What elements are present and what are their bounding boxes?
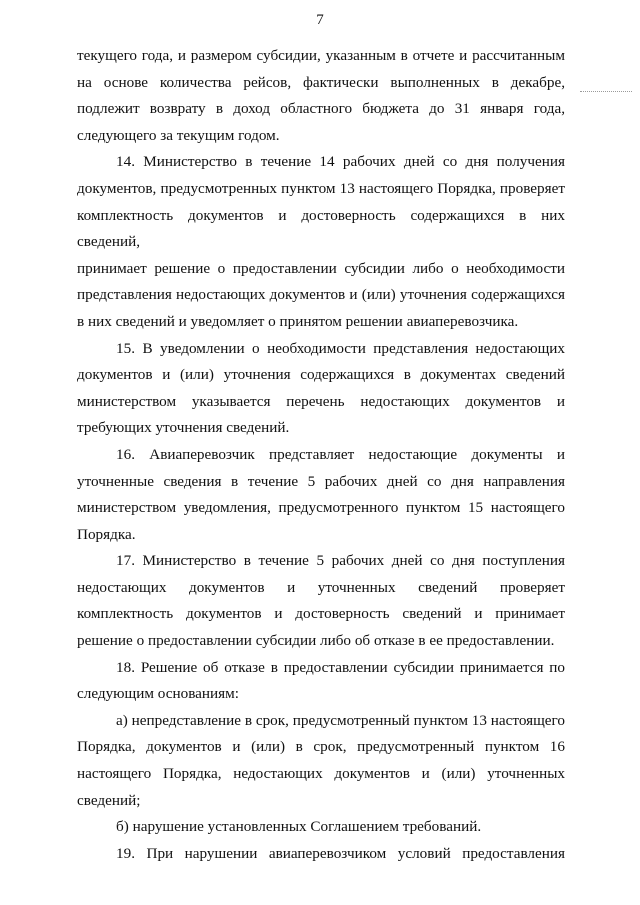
text-line: следующим основаниям: — [77, 685, 239, 703]
text-line: уточненные сведения в течение 5 рабочих дней со дня направления — [77, 472, 565, 490]
text-line: Порядка, документов и (или) в срок, предусмотренный пунктом 16 — [77, 738, 565, 756]
text-line: настоящего Порядка, недостающих документов и (или) уточненных — [77, 765, 565, 783]
text-line: подлежит возврату в доход областного бюджета до 31 января года, — [77, 100, 565, 118]
text-line: 15. В уведомлении о необходимости представления недостающих — [116, 339, 565, 357]
text-line: а) непредставление в срок, предусмотренный пунктом 13 настоящего — [116, 711, 565, 729]
text-line: документов и (или) уточнения содержащихся в документах сведений — [77, 366, 565, 384]
text-line: 17. Министерство в течение 5 рабочих дней со дня поступления — [116, 552, 565, 570]
text-line: следующего за текущим годом. — [77, 126, 280, 144]
text-line: министерством уведомления, предусмотренного пунктом 15 настоящего — [77, 499, 565, 517]
text-line: министерством указывается перечень недостающих документов и — [77, 392, 565, 410]
text-line: 16. Авиаперевозчик представляет недостающие документы и — [116, 445, 565, 463]
text-line: документов, предусмотренных пунктом 13 настоящего Порядка, проверяет — [77, 179, 565, 197]
text-line: Порядка. — [77, 525, 136, 543]
text-line: 14. Министерство в течение 14 рабочих дней со дня получения — [116, 153, 565, 171]
text-line: б) нарушение установленных Соглашением требований. — [116, 818, 482, 836]
document-body — [77, 43, 565, 867]
text-line: решение о предоставлении субсидии либо об отказе в ее предоставлении. — [77, 632, 555, 650]
text-line: недостающих документов и уточненных сведений проверяет — [77, 578, 565, 596]
text-line: на основе количества рейсов, фактически выполненных в декабре, — [77, 73, 565, 91]
text-line: комплектность документов и достоверность сведений и принимает — [77, 605, 565, 623]
text-line: 19. При нарушении авиаперевозчиком условий предоставления — [116, 844, 565, 862]
page-number: 7 — [316, 12, 324, 28]
text-line: комплектность документов и достоверность содержащихся в них сведений, — [77, 206, 565, 251]
text-line: требующих уточнения сведений. — [77, 419, 290, 437]
text-line: 18. Решение об отказе в предоставлении субсидии принимается по — [116, 658, 565, 676]
text-line: текущего года, и размером субсидии, указанным в отчете и рассчитанным — [77, 47, 565, 64]
text-line: сведений; — [77, 791, 141, 809]
text-line: представления недостающих документов и (или) уточнения содержащихся — [77, 286, 565, 304]
text-line: в них сведений и уведомляет о принятом решении авиаперевозчика. — [77, 312, 519, 330]
margin-dotted-mark — [580, 91, 632, 92]
text-line: принимает решение о предоставлении субсидии либо о необходимости — [77, 259, 565, 277]
